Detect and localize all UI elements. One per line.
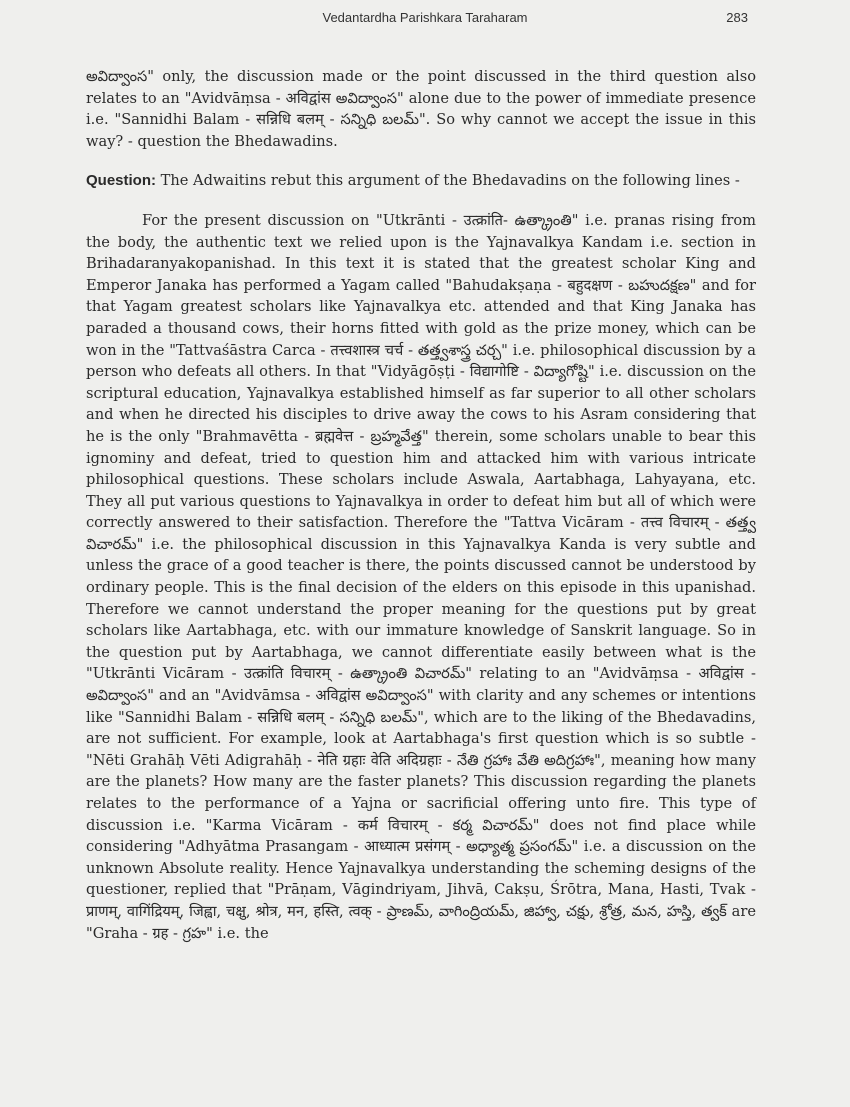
paragraph-continuation: అవిద్వాంస" only, the discussion made or the point discussed in the third question also relates to an "Avidvāṃsa - अविद्वांस అవిద్వాంస" alone due to the power of immediate presence i.e. "Sannidhi Balam - सन्निधि बलम् - సన్నిధి బలమ్". So why cannot we accept the issue in this way? - question the Bhedawadins.	[86, 68, 756, 150]
question-label: Question:	[86, 172, 156, 190]
page-body	[86, 66, 756, 944]
page-header	[0, 10, 850, 30]
page-number: 283	[726, 10, 748, 25]
main-paragraph: For the present discussion on "Utkrānti - उत्क्रांति- ఉత్క్రాంతి" i.e. pranas rising from the body, the authentic text we relied upon is the Yajnavalkya Kandam i.e. section in Brihadaranyakopanishad. In this text it is stated that the greatest scholar King and Emperor Janaka has performed a Yagam called "Bahudakṣaṇa - बहुदक्षण - బహుదక్షణ" and for that Yagam greatest scholars like Yajnavalkya etc. attended and that King Janaka has paraded a thousand cows, their horns fitted with gold as the prize money, which can be won in the "Tattvaśāstra Carca - तत्त्वशास्त्र चर्च - తత్త్వశాస్త్ర చర్చ" i.e. philosophical discussion by a person who defeats all others. In that "Vidyāgōṣṭi - विद्यागोष्टि - విద్యాగోష్టి" i.e. discussion on the scriptural education, Yajnavalkya established himself as far superior to all other scholars and when he directed his disciples to drive away the cows to his Asram considering that he is the only "Brahmavētta - ब्रह्मवेत्त - బ్రహ్మవేత్త" therein, some scholars unable to bear this ignominy and defeat, tried to question him and attacked him with various intricate philosophical questions. These scholars include Aswala, Aartabhaga, Lahyayana, etc. They all put various questions to Yajnavalkya in order to defeat him but all of which were correctly answered to their satisfaction. Therefore the "Tattva Vicāram - तत्त्व विचारम् - తత్త్వ విచారమ్" i.e. the philosophical discussion in this Yajnavalkya Kanda is very subtle and unless the grace of a good teacher is there, the points discussed cannot be understood by ordinary people. This is the final decision of the elders on this episode in this upanishad. Therefore we cannot understand the proper meaning for the questions put by great scholars like Aartabhaga, etc. with our immature knowledge of Sanskrit language. So in the question put by Aartabhaga, we cannot differentiate easily between what is the "Utkrānti Vicāram - उत्क्रांति विचारम् - ఉత్క్రాంతి విచారమ్" relating to an "Avidvāṃsa - अविद्वांस - అవిద్వాంస" and an "Avidvāmsa - अविद्वांस అవిద్వాంస" with clarity and any schemes or intentions like "Sannidhi Balam - सन्निधि बलम् - సన్నిధి బలమ్", which are to the liking of the Bhedavadins, are not sufficient. For example, look at Aartabhaga's first question which is so subtle - "Nēti Grahāḥ Vēti Adigrahāḥ - नेति ग्रहाः वेति अदिग्रहाः - నేతి గ్రహాః వేతి అదిగ్రహాః", meaning how many are the planets? How many are the faster planets? This discussion regarding the planets relates to the performance of a Yajna or sacrificial offering unto fire. This type of discussion i.e. "Karma Vicāram - कर्म विचारम् - కర్మ విచారమ్" does not find place while considering "Adhyātma Prasangam - आध्यात्म प्रसंगम् - అధ్యాత్మ ప్రసంగమ్" i.e. a discussion on the unknown Absolute reality. Hence Yajnavalkya understanding the scheming designs of the questioner, replied that "Prāṇam, Vāgindriyam, Jihvā, Cakṣu, Śrōtra, Mana, Hasti, Tvak - प्राणम्, वागिंद्रियम्, जिह्वा, चक्षु, श्रोत्र, मन, हस्ति, त्वक् - ప్రాణమ్, వాగింద్రియమ్, జిహ్వా, చక్షు, శ్రోత్ర, మన, హస్తి, త్వక్ are "Graha - ग्रह - గ్రహ" i.e. the	[86, 211, 756, 942]
running-title: Vedantardha Parishkara Taraharam	[322, 10, 528, 25]
question-paragraph	[86, 170, 756, 192]
question-text: The Adwaitins rebut this argument of the Bhedavadins on the following lines -	[156, 172, 740, 190]
